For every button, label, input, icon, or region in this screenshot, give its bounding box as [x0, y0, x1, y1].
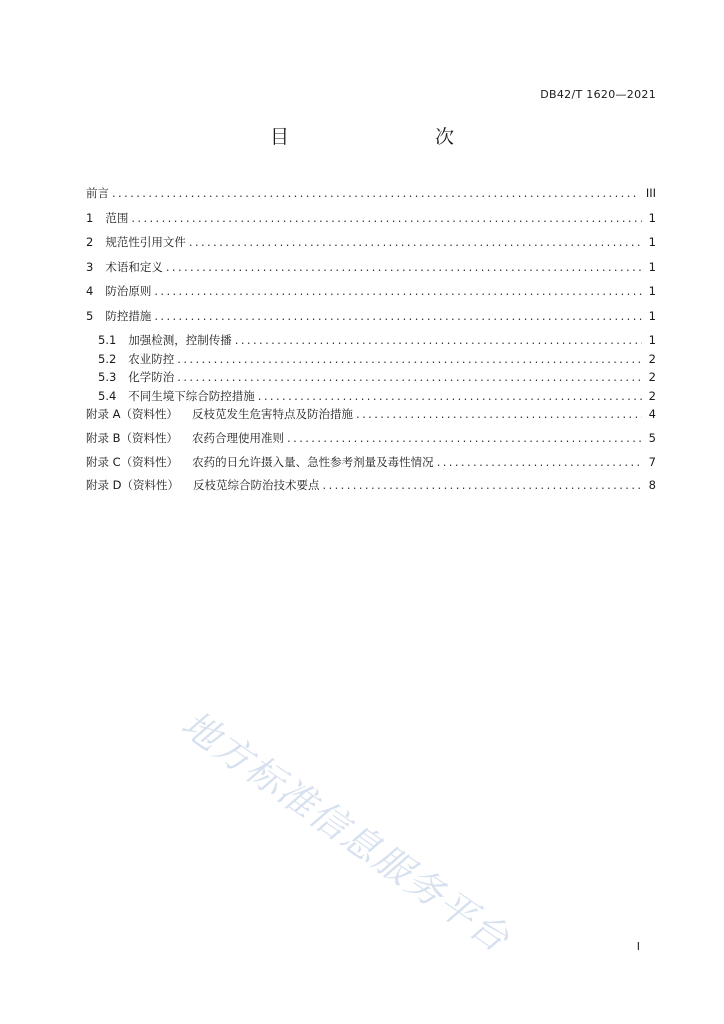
toc-entry-3[interactable] [86, 259, 656, 284]
toc-leader-dots [154, 284, 642, 298]
toc-page-number: 1 [648, 259, 656, 274]
toc-page-number: 1 [648, 333, 656, 347]
toc-leader-dots [189, 235, 642, 249]
toc-number: 3 [86, 259, 94, 274]
page-title: 目 次 [269, 126, 490, 148]
toc-entry-2[interactable] [86, 234, 656, 259]
toc-label: 防治原则 [105, 284, 152, 298]
toc-entry-4[interactable] [86, 283, 656, 308]
toc-number: 2 [86, 235, 94, 249]
toc-leader-dots [437, 455, 642, 469]
toc-leader-dots [177, 370, 642, 384]
toc-label: 防控措施 [105, 308, 152, 323]
toc-leader-dots [287, 431, 642, 445]
toc-page-number: 1 [648, 284, 656, 298]
toc-label: 化学防治 [128, 370, 175, 384]
toc-appendix-number: 附录 B [86, 430, 121, 445]
toc-appendix-number: 附录 D [86, 478, 122, 493]
toc-label: 前言 [86, 186, 109, 200]
toc-entry-appendix-c[interactable] [86, 454, 656, 478]
toc-entry-5-4[interactable] [86, 388, 656, 407]
toc-appendix-number: 附录 A [86, 407, 121, 421]
toc-entry-appendix-d[interactable] [86, 477, 656, 501]
toc-leader-dots [323, 478, 642, 492]
toc-page-number: 1 [648, 308, 656, 323]
toc-entry-5-3[interactable] [86, 369, 656, 388]
toc-leader-dots [356, 407, 642, 421]
toc-number: 5.1 [98, 333, 117, 347]
toc-page-number: III [645, 186, 656, 200]
toc-label: 规范性引用文件 [105, 235, 186, 249]
toc-entry-appendix-b[interactable] [86, 430, 656, 454]
toc-leader-dots [154, 309, 642, 323]
toc-number: 5 [86, 308, 94, 323]
toc-leader-dots [131, 211, 642, 225]
toc-number: 1 [86, 210, 94, 225]
toc-entry-1[interactable] [86, 210, 656, 235]
toc-page-number: 2 [648, 388, 656, 403]
toc-appendix-type: （资料性） [120, 430, 179, 445]
watermark-text: 地方标准信息服务平台 [173, 702, 518, 962]
toc-page-number: 2 [648, 351, 656, 366]
toc-label: 农业防控 [128, 351, 175, 366]
toc-label: 农药的日允许摄入量、急性参考剂量及毒性情况 [192, 454, 434, 469]
toc-page-number: 1 [648, 210, 656, 225]
toc-number: 4 [86, 284, 94, 298]
table-of-contents [86, 185, 656, 501]
toc-appendix-number: 附录 C [86, 454, 121, 469]
toc-label: 加强检测，控制传播 [128, 333, 232, 347]
toc-entry-5-2[interactable] [86, 351, 656, 370]
toc-page-number: 4 [648, 407, 656, 421]
document-code: DB42/T 1620—2021 [540, 88, 656, 101]
toc-label: 不同生境下综合防控措施 [128, 388, 255, 403]
toc-number: 5.3 [98, 370, 117, 384]
toc-label: 反枝苋综合防治技术要点 [193, 478, 320, 493]
toc-number: 5.4 [98, 388, 117, 403]
toc-page-number: 1 [648, 235, 656, 249]
toc-leader-dots [235, 333, 642, 347]
toc-appendix-type: （资料性） [121, 478, 180, 493]
toc-page-number: 7 [648, 454, 656, 469]
toc-entry-5[interactable] [86, 308, 656, 333]
toc-label: 范围 [105, 210, 129, 225]
toc-leader-dots [258, 389, 642, 403]
page-number: I [636, 940, 640, 953]
toc-leader-dots [177, 352, 642, 366]
toc-page-number: 8 [648, 478, 656, 493]
toc-entry-5-1[interactable] [86, 332, 656, 351]
toc-label: 农药合理使用准则 [192, 430, 285, 445]
toc-page-number: 5 [648, 430, 656, 445]
toc-label: 术语和定义 [105, 259, 163, 274]
toc-page-number: 2 [648, 370, 656, 384]
toc-leader-dots [112, 186, 640, 200]
toc-label: 反枝苋发生危害特点及防治措施 [192, 407, 354, 421]
toc-appendix-type: （资料性） [120, 407, 179, 421]
toc-entry-appendix-a[interactable] [86, 406, 656, 430]
toc-entry-foreword[interactable] [86, 185, 656, 210]
toc-number: 5.2 [98, 351, 117, 366]
toc-appendix-type: （资料性） [120, 454, 179, 469]
toc-leader-dots [166, 260, 642, 274]
